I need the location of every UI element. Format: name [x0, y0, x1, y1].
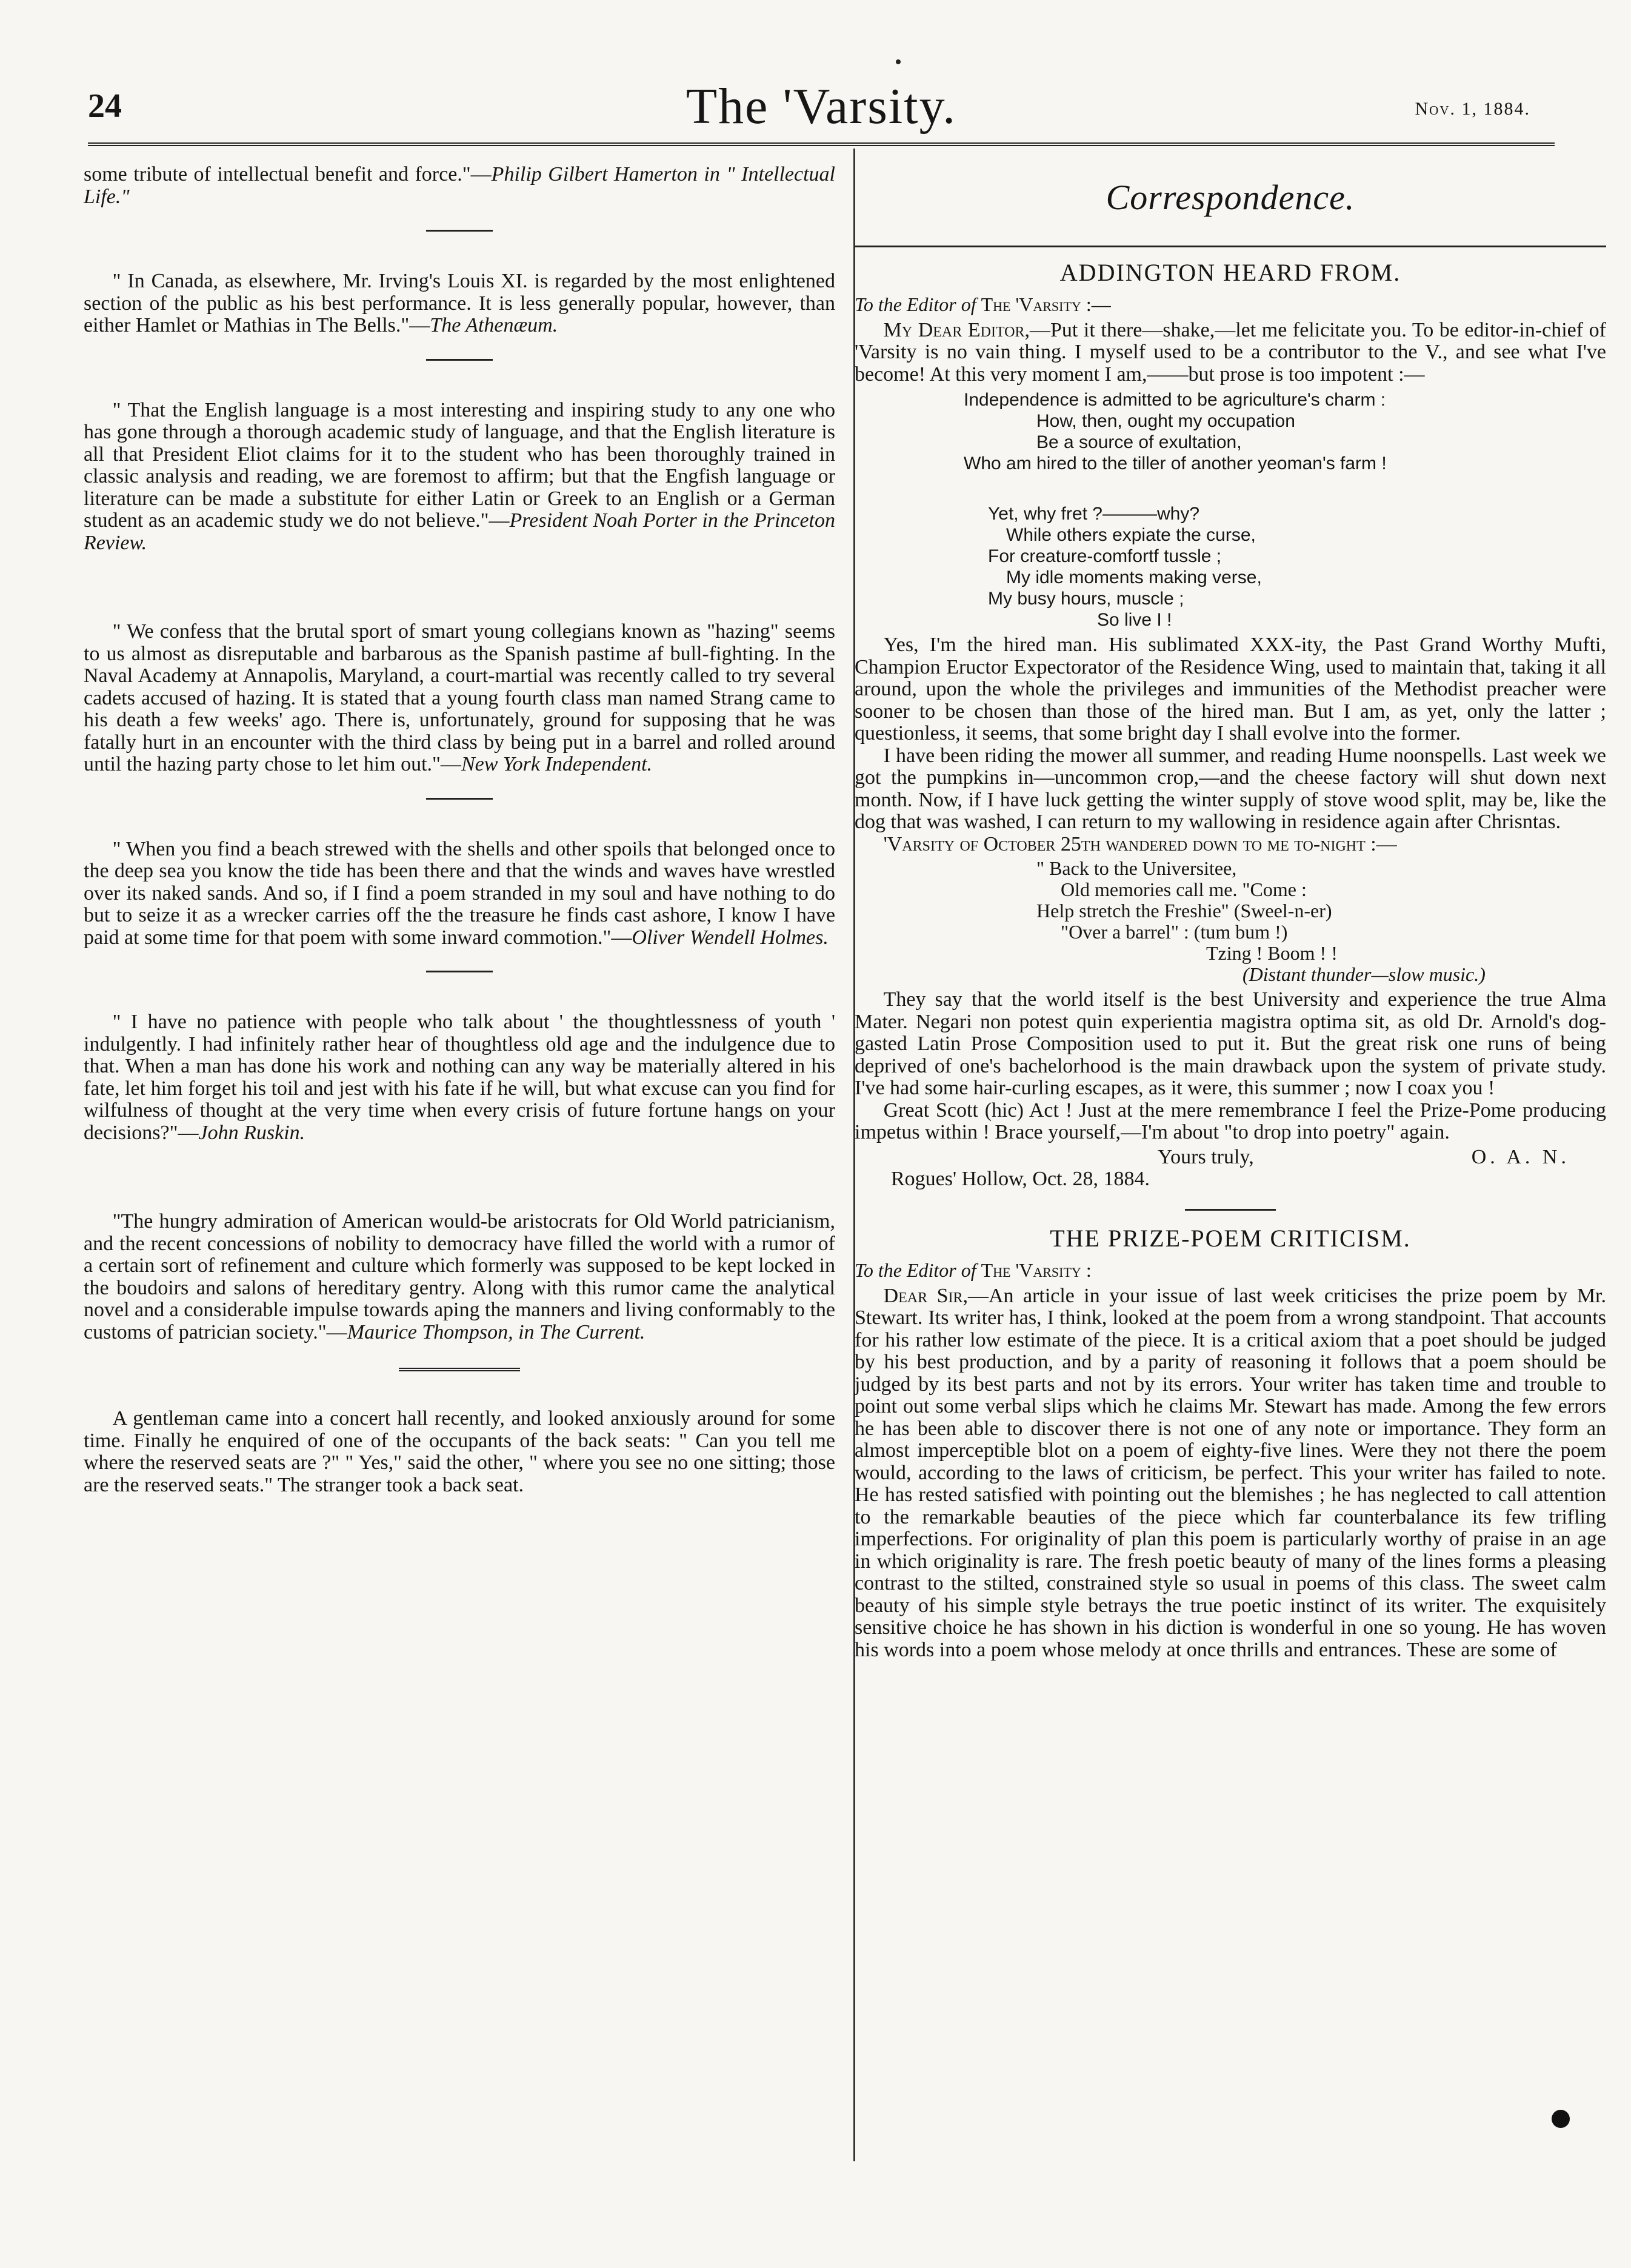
masthead-rule: [88, 142, 1555, 146]
verse-line: Yet, why fret ?———why?: [988, 504, 1200, 524]
letter-paragraph: Yes, I'm the hired man. His sublimated XXX-ity, the Past Grand Worthy Mufti, Champion Eructor Expectorator of the Residence Wing, used to maintain that, taking it all around, upon the whole the privileges and immunities of the Methodist preacher were sooner to be chosen than those of the hired man. But I am, as yet, only the latter ; questionless, it seems, that some bright day I shall evolve into the former.: [855, 634, 1606, 744]
verse-line: While others expiate the curse,: [1006, 525, 1256, 545]
opening-text: —Put it there—shake,—let me felicitate you. To be editor-in-chief of 'Varsity is no vain thing. I myself used to be a contributor to the V., and see what I've become! At this very moment I am,——but prose is too impotent :—: [855, 318, 1606, 386]
verse-stanza-2: [855, 503, 1606, 631]
quote-text: " I have no patience with people who talk about ' the thoughtlessness of youth ' indulgently. I had infinitely rather hear of thoughtless old age and the indulgence due to that. When a man has done his work and nothing can any way be materially altered in his fate, let him forget his toil and jest with his fate if he will, but what excuse can you find for wilfulness of thought at the very time when every crisis of future fortune hangs on your decisions?"—: [84, 1011, 835, 1144]
verse-line: For creature-comfortf tussle ;: [988, 546, 1222, 566]
poem-line: (Distant thunder—slow music.): [1242, 963, 1486, 985]
verse-line: Who am hired to the tiller of another yeoman's farm !: [964, 453, 1387, 473]
quote-citation: Philip Gilbert Hamerton in " Intellectual Life.": [84, 163, 835, 208]
verse-line: How, then, ought my occupation: [1036, 411, 1295, 431]
quote-block: [84, 1011, 835, 1144]
quote-text: "The hungry admiration of American would-be aristocrats for Old World patricianism, and the recent concessions of nobility to democracy have filled the world with a rumor of a certain sort of refinement and culture which formerly was supposed to be kept locked in the boudoirs and salons of hereditary gentry. Along with this rumor came the analytical novel and a considerable impulse towards aping the manners and living conformably to the customs of patrician society."—: [84, 1210, 835, 1343]
left-column: [84, 164, 835, 1496]
letter-place-date: Rogues' Hollow, Oct. 28, 1884.: [891, 1168, 1150, 1190]
letter-paragraph: I have been riding the mower all summer, and reading Hume noonspells. Last week we got the pumpkins in—uncommon crop,—and the cheese factory will shut down next month. Now, if I have luck getting the winter supply of stove wood split, may be, like the dog that was washed, I can return to my wallowing in residence again after Chrisntas.: [855, 744, 1606, 833]
separator-rule: [1185, 1209, 1276, 1211]
letter-title: THE PRIZE-POEM CRITICISM.: [1050, 1224, 1411, 1252]
signature: O. A. N.: [1471, 1145, 1570, 1168]
poem-line: Help stretch the Freshie" (Sweel-n-er): [1036, 900, 1332, 922]
address-name: The 'Varsity :: [981, 1259, 1092, 1281]
letter-addington: [855, 258, 1606, 1191]
anecdote-paragraph: A gentleman came into a concert hall recently, and looked anxiously around for some time. Finally he enquired of one of the occupants of the back seats: " Can you tell me where the reserved seats are ?" " Yes," said the other, " where you see no one sitting; those are the reserved seats." The stranger took a back seat.: [84, 1407, 835, 1496]
letter-address: [855, 1259, 1606, 1282]
quoted-poem: [855, 858, 1606, 985]
quote-text: " That the English language is a most interesting and inspiring study to any one who has gone through a thorough academic study of language, and that the English literature is all that President Eliot claims for it to the student who has been thoroughly trained in classic analysis and reading, we are foremost to affirm; but that the Engfish language or literature can be made a substitute for either Latin or Greek to an English or a German student as an academic study we do not believe."—: [84, 398, 835, 532]
quote-citation: Maurice Thompson, in The Current.: [347, 1320, 645, 1343]
quote-block: [84, 164, 835, 208]
address-name: The 'Varsity :—: [981, 293, 1111, 315]
poem-line: Tzing ! Boom ! !: [1206, 942, 1338, 964]
letter-paragraph: Great Scott (hic) Act ! Just at the mere remembrance I feel the Prize-Pome producing impetus within ! Brace yourself,—I'm about "to drop into poetry" again.: [855, 1099, 1606, 1143]
quote-text: " When you find a beach strewed with the shells and other spoils that belonged once to the deep sea you know the tide has been there and that the winds and waves have wrestled over its naked sands. And so, if I find a poem stranded in my soul and have nothing to do but to seize it as a wrecker carries off the the treasure he finds cast ashore, I know I have paid at some time for that poem with some inward commotion."—: [84, 837, 835, 949]
quote-block: [84, 400, 835, 555]
quote-citation: The Athenæum.: [430, 314, 558, 336]
section-rule: [855, 246, 1606, 247]
letter-signoff: [855, 1146, 1606, 1191]
quote-block: [84, 621, 835, 776]
quote-block: [84, 1211, 835, 1343]
address-prefix: To the Editor of: [855, 1259, 976, 1281]
page-title: The 'Varsity.: [685, 78, 957, 135]
closing: Yours truly,: [1158, 1145, 1254, 1168]
letter-body: [855, 1285, 1606, 1662]
page-number: 24: [88, 87, 122, 125]
quote-text: " We confess that the brutal sport of smart young collegians known as "hazing" seems to us almost as disreputable and barbarous as the Spanish pastime af bull-fighting. In the Naval Academy at Annapolis, Maryland, a court-martial was recently called to try several cadets accused of hazing. It is stated that a young fourth class man named Strang came to his death a few weeks' ago. There is, unfortunately, ground for supposing that he was fatally hurt in an encounter with the third class by being put in a barrel and rolled around until the hazing party chose to let him out."—: [84, 620, 835, 775]
poem-line: " Back to the Universitee,: [1036, 857, 1237, 879]
quote-citation: Oliver Wendell Holmes.: [632, 926, 829, 949]
letter-title: ADDINGTON HEARD FROM.: [1059, 258, 1401, 286]
right-column: [855, 164, 1606, 1661]
masthead: [88, 78, 1555, 136]
issue-date: Nov. 1, 1884.: [1415, 99, 1530, 119]
salutation: Dear Sir,: [883, 1284, 968, 1307]
verse-stanza-1: [855, 389, 1606, 474]
quote-text: some tribute of intellectual benefit and force."—: [84, 163, 492, 186]
letter-opening: [855, 319, 1606, 386]
letter-address: [855, 293, 1606, 316]
ink-dot: [1552, 2110, 1570, 2128]
quote-text: " In Canada, as elsewhere, Mr. Irving's Louis XI. is regarded by the most enlightened section of the public as his best performance. It is less generally popular, however, than either Hamlet or Mathias in The Bells."—: [84, 270, 835, 336]
quote-citation: John Ruskin.: [198, 1121, 305, 1144]
salutation: My Dear Editor,: [883, 318, 1030, 341]
section-title: Correspondence.: [1106, 178, 1355, 217]
body-text: —An article in your issue of last week criticises the prize poem by Mr. Stewart. Its writer has, I think, looked at the poem from a wrong standpoint. That accounts for his rather low estimate of the piece. It is a critical axiom that a poet should be judged by his best production, and by a parity of reasoning it follows that a poem should be judged by its best parts and not by its errors. Your writer has taken time and trouble to point out some verbal slips which he claims Mr. Stewart has made. Among the few errors he has been able to discover there is not one of any note or importance. They form an almost imperceptible blot on a poem of eighty-five lines. Were they not there the poem would, according to the laws of criticism, be perfect. This your writer has failed to note. He has rested satisfied with pointing out the blemishes ; he has neglected to call attention to the remarkable beauties of the piece which far counterbalance its few trifling imperfections. For originality of plan this poem is particularly worthy of praise in an age in which originality is rare. The fresh poetic beauty of many of the lines forms a pleasing contrast to the stilted, constrained style so usual in poems of this class. The sweet calm beauty of his simple style betrays the true poetic instinct of its writer. The exquisitely sensitive choice he has shown in his diction is wonderful in one so young. He has woven his words into a poem whose melody at once thrills and entrances. These are some of: [855, 1284, 1606, 1661]
verse-line: Be a source of exultation,: [1036, 432, 1242, 452]
letter-paragraph: 'Varsity of October 25th wandered down to me to-night :—: [883, 832, 1397, 855]
quote-block: [84, 270, 835, 337]
quote-block: [84, 838, 835, 949]
verse-line: My idle moments making verse,: [1006, 567, 1262, 587]
verse-line: Independence is admitted to be agriculture's charm :: [964, 390, 1386, 410]
poem-line: Old memories call me. "Come :: [1061, 878, 1307, 900]
poem-line: "Over a barrel" : (tum bum !): [1061, 921, 1288, 943]
verse-line: So live I !: [1097, 610, 1172, 630]
letter-prize-poem: [855, 1224, 1606, 1662]
letter-paragraph: They say that the world itself is the best University and experience the true Alma Mater. Negari non potest quin experientia magistra optima sit, as old Dr. Arnold's dog-gasted Latin Prose Composition used to put it. But the great risk one runs of being deprived of one's bachelorhood is the main drawback upon the system of private study. I've had some hair-curling escapes, as it were, this summer ; now I coax you !: [855, 988, 1606, 1099]
quote-citation: New York Independent.: [461, 753, 653, 775]
quote-citation: President Noah Porter in the Princeton Review.: [84, 509, 835, 554]
address-prefix: To the Editor of: [855, 293, 976, 315]
verse-line: My busy hours, muscle ;: [988, 589, 1184, 609]
print-mark: [896, 59, 901, 64]
